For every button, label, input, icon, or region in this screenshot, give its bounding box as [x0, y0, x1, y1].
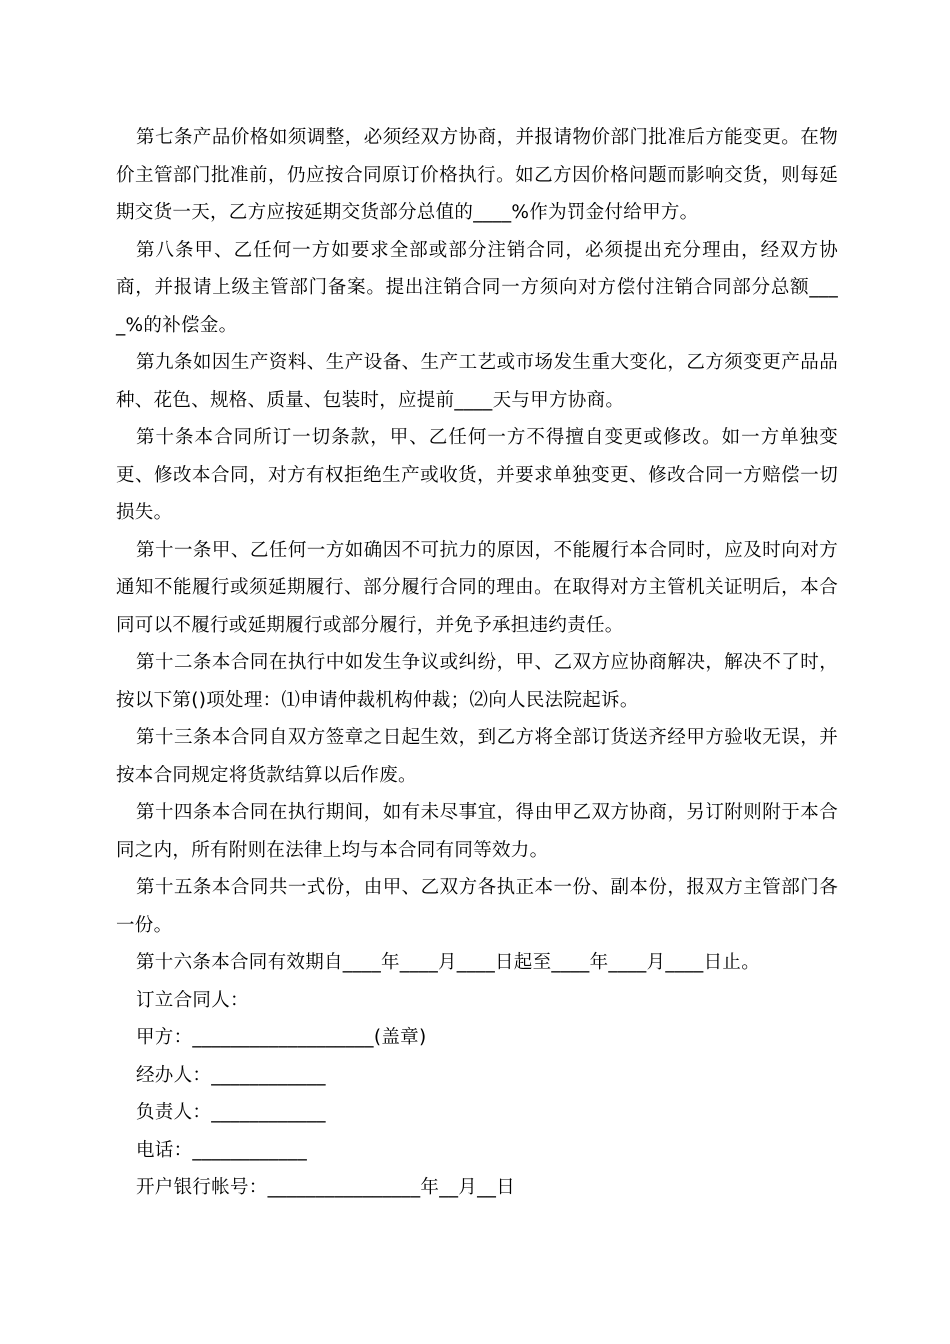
article-9: 第九条如因生产资料、生产设备、生产工艺或市场发生重大变化，乙方须变更产品品种、花色、规格、质量、包装时，应提前____天与甲方协商。 [116, 352, 838, 411]
article-16: 第十六条本合同有效期自____年____月____日起至____年____月____日止。 [136, 952, 761, 973]
article-7: 第七条产品价格如须调整，必须经双方协商，并报请物价部门批准后方能变更。在物价主管部门批准前，仍应按合同原订价格执行。如乙方因价格问题而影响交货，则每延期交货一天，乙方应按延期交货部分总值的____%作为罚金付给甲方。 [116, 127, 838, 223]
article-10: 第十条本合同所订一切条款，甲、乙任何一方不得擅自变更或修改。如一方单独变更、修改本合同，对方有权拒绝生产或收货，并要求单独变更、修改合同一方赔偿一切损失。 [116, 427, 838, 523]
responsible-line: 负责人：____________ [136, 1102, 326, 1123]
bank-account-line: 开户银行帐号：________________年__月__日 [136, 1177, 516, 1198]
article-12: 第十二条本合同在执行中如发生争议或纠纷，甲、乙双方应协商解决，解决不了时，按以下第()项处理：⑴申请仲裁机构仲裁；⑵向人民法院起诉。 [116, 652, 838, 711]
article-14: 第十四条本合同在执行期间，如有未尽事宜，得由甲乙双方协商，另订附则附于本合同之内，所有附则在法律上均与本合同有同等效力。 [116, 802, 838, 861]
article-15: 第十五条本合同共一式份，由甲、乙双方各执正本一份、副本份，报双方主管部门各一份。 [116, 877, 838, 936]
party-a-line: 甲方：___________________(盖章) [136, 1027, 427, 1048]
article-8: 第八条甲、乙任何一方如要求全部或部分注销合同，必须提出充分理由，经双方协商，并报请上级主管部门备案。提出注销合同一方须向对方偿付注销合同部分总额____%的补偿金。 [116, 239, 838, 336]
contract-body [116, 119, 838, 1207]
signatories-heading: 订立合同人： [136, 989, 249, 1011]
article-13: 第十三条本合同自双方签章之日起生效，到乙方将全部订货送齐经甲方验收无误，并按本合同规定将货款结算以后作废。 [116, 727, 838, 786]
agent-line: 经办人：____________ [136, 1064, 326, 1086]
article-11: 第十一条甲、乙任何一方如确因不可抗力的原因，不能履行本合同时，应及时向对方通知不能履行或须延期履行、部分履行合同的理由。在取得对方主管机关证明后，本合同可以不履行或延期履行或部分履行，并免予承担违约责任。 [116, 539, 838, 636]
phone-line: 电话：____________ [136, 1139, 308, 1161]
